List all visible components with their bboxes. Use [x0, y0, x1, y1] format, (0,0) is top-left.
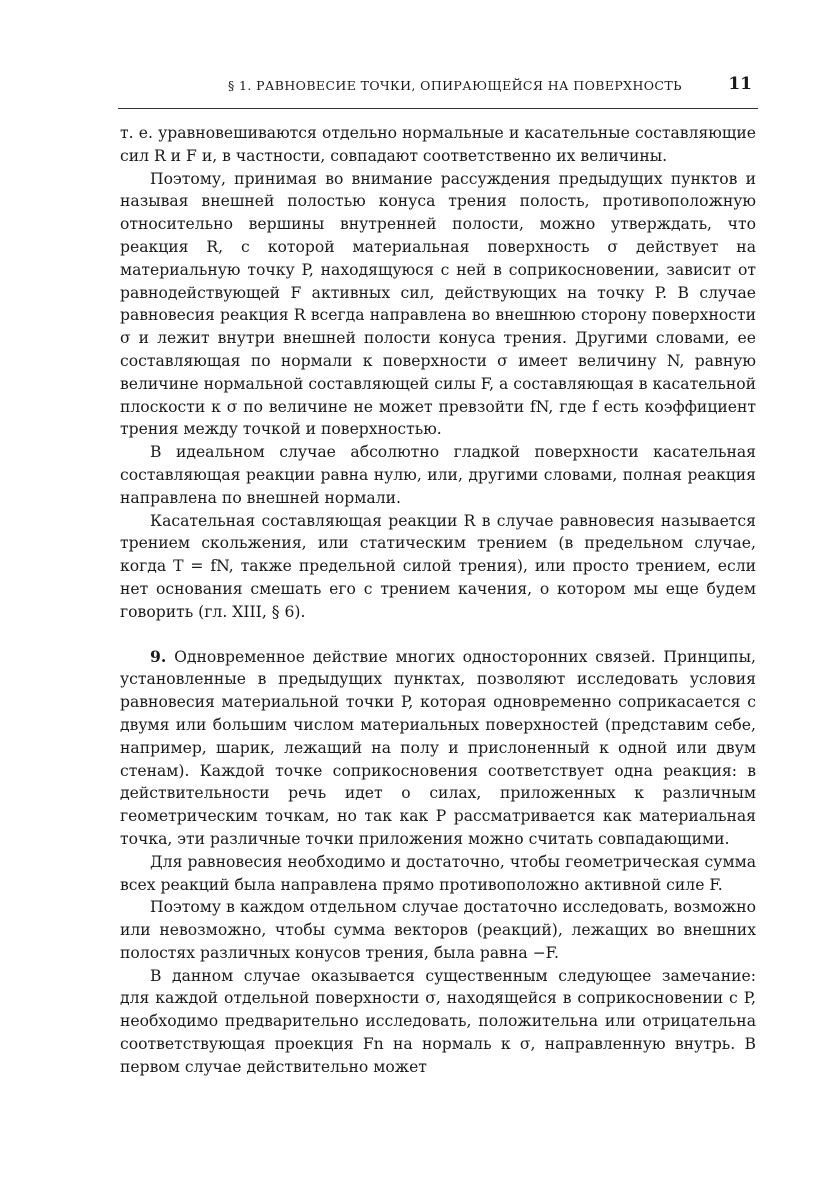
paragraph-remark: В данном случае оказывается существенным следующее замечание: для каждой отдельной поверхности σ, находящейся в соприкосновении с P, необходимо предварительно исследовать, положительна или отрицательна соответствующая проекция Fn на нормаль к σ, направленную внутрь. В первом случае действительно может	[120, 966, 756, 1076]
body-text	[120, 122, 756, 1079]
page-header	[118, 74, 758, 109]
running-title: § 1. РАВНОВЕСИЕ ТОЧКИ, ОПИРАЮЩЕЙСЯ НА ПОВЕРХНОСТЬ	[228, 78, 682, 93]
section-9-paragraph	[120, 646, 756, 851]
paragraph-equilibrium-condition: Для равновесия необходимо и достаточно, чтобы геометрическая сумма всех реакций была направлена прямо противоположно активной силе F.	[120, 852, 756, 894]
section-number: 9.	[150, 646, 167, 666]
paragraph-continuation: т. е. уравновешиваются отдельно нормальные и касательные составляющие сил R и F и, в частности, совпадают соответственно их величины.	[120, 124, 756, 165]
paragraph-sum-of-vectors: Поэтому в каждом отдельном случае достаточно исследовать, возможно или невозможно, чтобы сумма векторов (реакций), лежащих во внешних полостях различных конусов трения, была равна −F.	[120, 898, 756, 962]
section-9-text: Одновременное действие многих односторонних связей. Принципы, установленные в предыдущих пунктах, позволяют исследовать условия равновесия материальной точки P, которая одновременно соприкасается с двумя или большим числом материальных поверхностей (представим себе, например, шарик, лежащий на полу и прислоненный к одной или двум стенам). Каждой точке соприкосновения соответствует одна реакция: в действительности речь идет о силах, приложенных к различным геометрическим точкам, но так как P рассматривается как материальная точка, эти различные точки приложения можно считать совпадающими.	[120, 647, 756, 848]
paragraph: Поэтому, принимая во внимание рассуждения предыдущих пунктов и называя внешней полостью конуса трения полость, противоположную относительно вершины внутренней полости, можно утверждать, что реакция R, с которой материальная поверхность σ действует на материальную точку P, находящуюся с ней в соприкосновении, зависит от равнодействующей F активных сил, действующих на точку P. В случае равновесия реакция R всегда направлена во внешнюю сторону поверхности σ и лежит внутри внешней полости конуса трения. Другими словами, ее составляющая по нормали к поверхности σ имеет величину N, равную величине нормальной составляющей силы F, а составляющая в касательной плоскости к σ по величине не может превзойти fN, где f есть коэффициент трения между точкой и поверхностью.	[120, 169, 756, 439]
paragraph-ideal-case: В идеальном случае абсолютно гладкой поверхности касательная составляющая реакции равна нулю, или, другими словами, полная реакция направлена по внешней нормали.	[120, 443, 756, 507]
paragraph-friction-definition: Касательная составляющая реакции R в случае равновесия называется трением скольжения, или статическим трением (в предельном случае, когда T = fN, также предельной силой трения), или просто трением, если нет основания смешать его с трением качения, о котором мы еще будем говорить (гл. XIII, § 6).	[120, 511, 756, 621]
page-number: 11	[728, 74, 752, 94]
